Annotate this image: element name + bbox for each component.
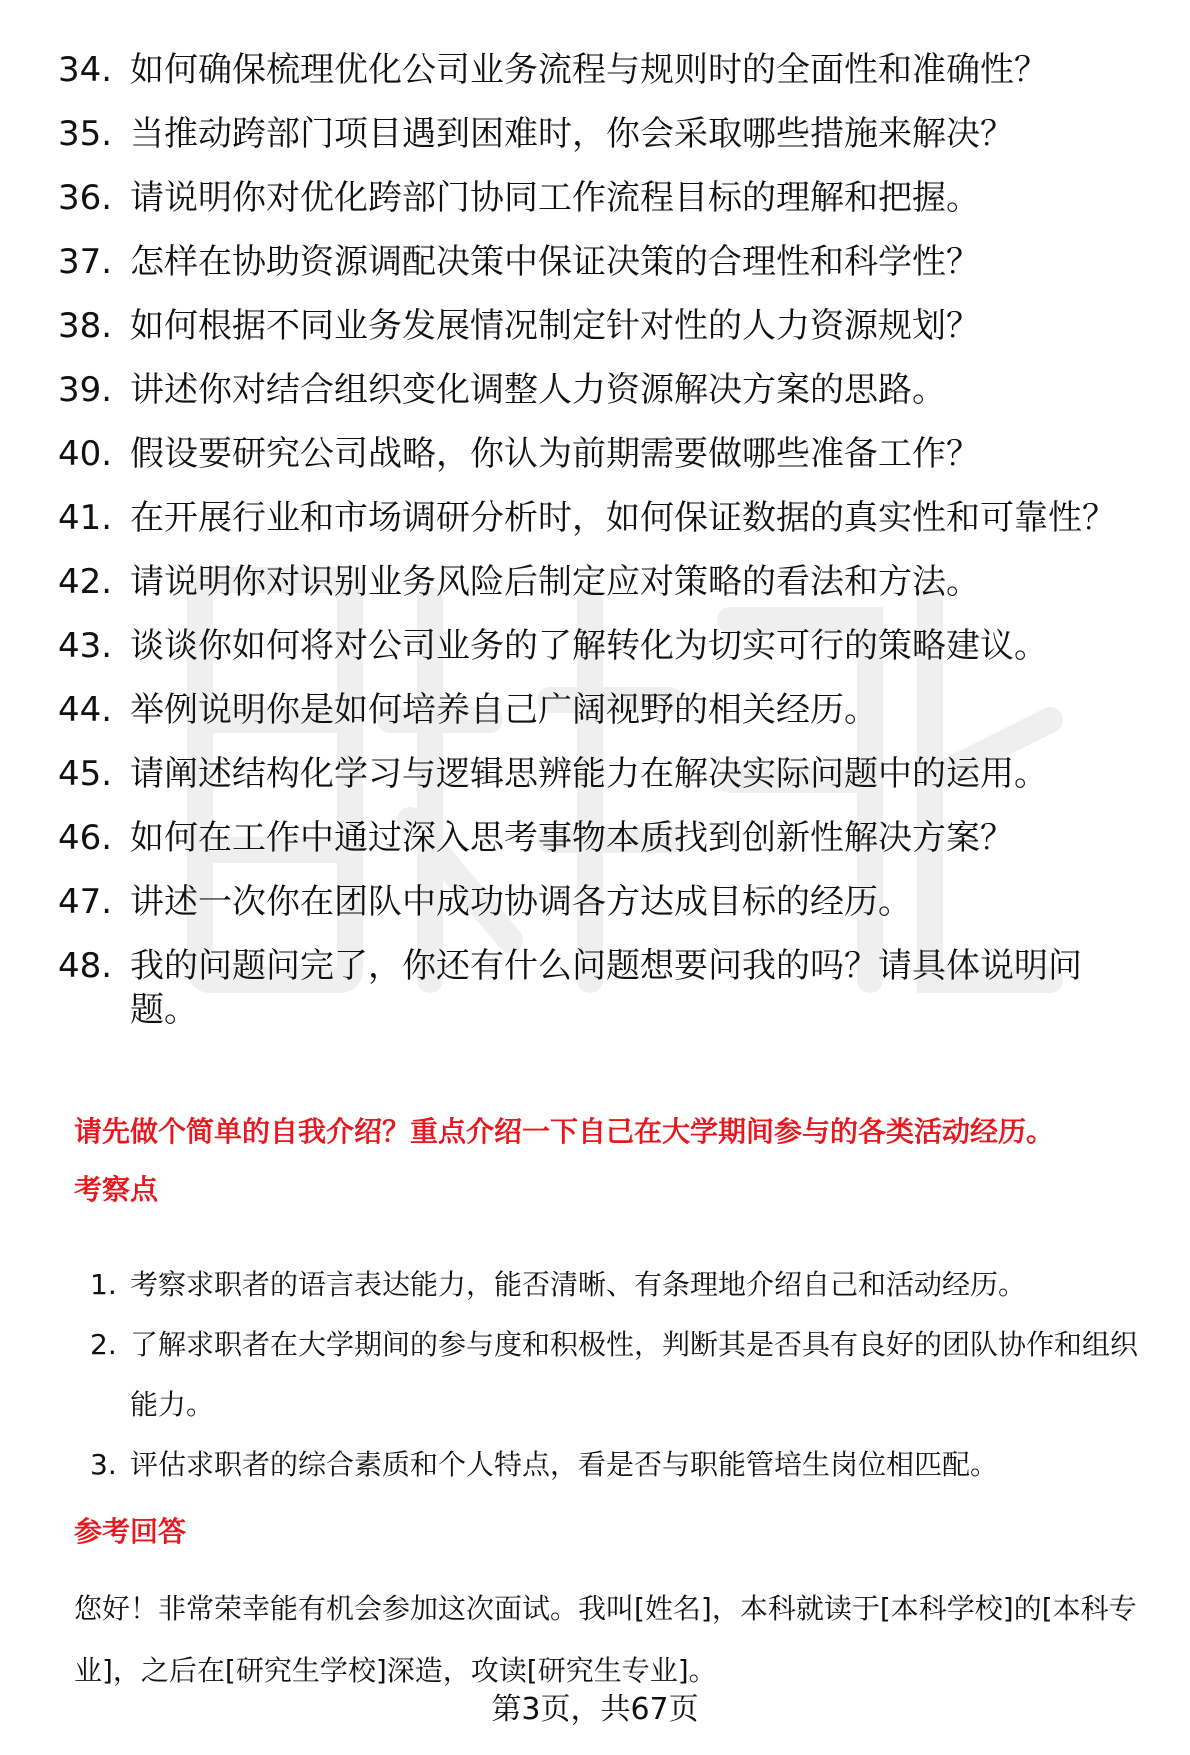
question-number: 39. — [58, 370, 113, 410]
question-number: 38. — [58, 306, 113, 346]
question-number: 34. — [58, 50, 113, 90]
question-number: 36. — [58, 178, 113, 218]
question-number: 45. — [58, 754, 113, 794]
points-list — [90, 1255, 1155, 1495]
question-text: 讲述一次你在团队中成功协调各方达成目标的经历。 — [130, 882, 912, 922]
question-item — [58, 48, 1148, 92]
question-item — [58, 944, 1148, 1032]
point-item — [90, 1315, 1155, 1435]
question-number: 35. — [58, 114, 113, 154]
question-item — [58, 816, 1148, 860]
question-item — [58, 688, 1148, 732]
points-title: 考察点 — [74, 1173, 159, 1206]
answer-text: 您好！非常荣幸能有机会参加这次面试。我叫[姓名]，本科就读于[本科学校]的[本科专业]，之后在[研究生学校]深造，攻读[研究生专业]。 — [74, 1592, 1137, 1687]
question-number: 48. — [58, 946, 113, 986]
question-number: 40. — [58, 434, 113, 474]
question-number: 44. — [58, 690, 113, 730]
point-item — [90, 1435, 1155, 1495]
question-text: 请说明你对优化跨部门协同工作流程目标的理解和把握。 — [130, 178, 980, 218]
answer-title: 参考回答 — [74, 1515, 187, 1548]
question-list — [58, 48, 1148, 1052]
question-text: 当推动跨部门项目遇到困难时，你会采取哪些措施来解决？ — [130, 114, 1014, 154]
question-text: 怎样在协助资源调配决策中保证决策的合理性和科学性？ — [130, 242, 980, 282]
question-item — [58, 304, 1148, 348]
question-item — [58, 112, 1148, 156]
question-text: 请阐述结构化学习与逻辑思辨能力在解决实际问题中的运用。 — [130, 754, 1048, 794]
question-item — [58, 496, 1148, 540]
question-number: 41. — [58, 498, 113, 538]
question-number: 47. — [58, 882, 113, 922]
question-item — [58, 880, 1148, 924]
question-text: 我的问题问完了，你还有什么问题想要问我的吗？请具体说明问题。 — [130, 946, 1082, 1030]
question-text: 谈谈你如何将对公司业务的了解转化为切实可行的策略建议。 — [130, 626, 1048, 666]
question-text: 如何在工作中通过深入思考事物本质找到创新性解决方案？ — [130, 818, 1014, 858]
question-text: 举例说明你是如何培养自己广阔视野的相关经历。 — [130, 690, 878, 730]
question-text: 如何根据不同业务发展情况制定针对性的人力资源规划？ — [130, 306, 980, 346]
highlight-question: 请先做个简单的自我介绍？重点介绍一下自己在大学期间参与的各类活动经历。 — [74, 1115, 1055, 1148]
question-item — [58, 624, 1148, 668]
point-item — [90, 1255, 1155, 1315]
page-footer: 第3页，共67页 — [491, 1692, 699, 1727]
question-item — [58, 432, 1148, 476]
question-item — [58, 240, 1148, 284]
question-item — [58, 176, 1148, 220]
point-text: 了解求职者在大学期间的参与度和积极性，判断其是否具有良好的团队协作和组织能力。 — [130, 1328, 1139, 1421]
question-text: 如何确保梳理优化公司业务流程与规则时的全面性和准确性？ — [130, 50, 1048, 90]
point-number: 3. — [90, 1448, 117, 1481]
question-text: 假设要研究公司战略，你认为前期需要做哪些准备工作？ — [130, 434, 980, 474]
question-text: 在开展行业和市场调研分析时，如何保证数据的真实性和可靠性？ — [130, 498, 1116, 538]
question-number: 43. — [58, 626, 113, 666]
point-number: 1. — [90, 1268, 117, 1301]
question-item — [58, 752, 1148, 796]
question-item — [58, 560, 1148, 604]
question-item — [58, 368, 1148, 412]
point-number: 2. — [90, 1328, 117, 1361]
question-number: 37. — [58, 242, 113, 282]
question-text: 请说明你对识别业务风险后制定应对策略的看法和方法。 — [130, 562, 980, 602]
point-text: 考察求职者的语言表达能力，能否清晰、有条理地介绍自己和活动经历。 — [130, 1268, 1027, 1301]
question-number: 42. — [58, 562, 113, 602]
point-text: 评估求职者的综合素质和个人特点，看是否与职能管培生岗位相匹配。 — [130, 1448, 999, 1481]
question-number: 46. — [58, 818, 113, 858]
question-text: 讲述你对结合组织变化调整人力资源解决方案的思路。 — [130, 370, 946, 410]
